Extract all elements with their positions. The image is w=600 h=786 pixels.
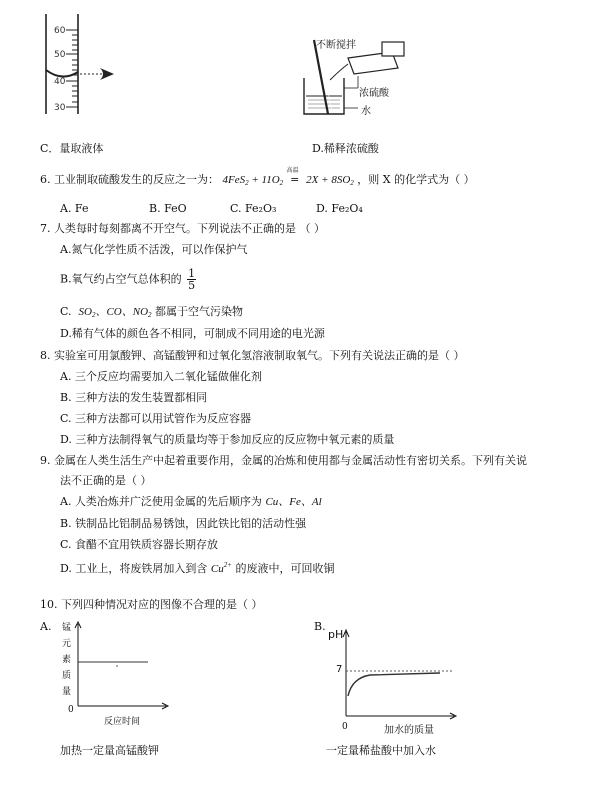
q9-option-a-text: A. 人类冶炼并广泛使用金属的先后顺序为: [60, 495, 262, 508]
q9-ion: $Cu^{2+}$: [210, 561, 232, 575]
q6-option-a[interactable]: A. Fe: [60, 202, 89, 215]
q9-stem-line2: 法不正确的是（ ）: [60, 474, 152, 487]
graph-a-label[interactable]: A.: [40, 620, 52, 633]
q6-option-d[interactable]: D. Fe₂O₄: [316, 202, 363, 215]
q9-option-d-prefix: D. 工业上，将废铁屑加入到含: [60, 562, 208, 575]
label-stir: 不断搅拌: [316, 40, 356, 51]
q9-option-a[interactable]: [60, 495, 322, 509]
q7-option-c[interactable]: C. $SO_2$、CO、$NO_2$ 都属于空气污染物: [60, 305, 244, 319]
graph-b-ylabel: pH: [328, 628, 344, 641]
q9-option-b[interactable]: B. 铁制品比铝制品易锈蚀，因此铁比铝的活动性强: [60, 517, 307, 530]
q9-metal-order: Cu、Fe、Al: [265, 496, 322, 508]
q6-condition: 高温: [286, 167, 299, 174]
graph-b-plot: [340, 628, 465, 720]
q8-option-d[interactable]: D. 三种方法制得氧气的质量均等于参加反应的反应物中氧元素的质量: [60, 433, 395, 446]
q6-prefix: 6. 工业制取硫酸发生的反应之一为：: [40, 173, 219, 186]
fraction-numerator: 1: [188, 267, 196, 280]
q8-option-b[interactable]: B. 三种方法的发生装置都相同: [60, 391, 208, 404]
q7-pollutants: $SO_2$、CO、$NO_2$: [78, 306, 152, 319]
q9-option-d-suffix: 的废液中，可回收铜: [235, 562, 335, 575]
q7-option-c-tail: 都属于空气污染物: [155, 305, 244, 318]
q9-stem-line1: 9. 金属在人类生活生产中起着重要作用，金属的冶炼和使用都与金属活动性有密切关系。下列有关说: [40, 454, 527, 467]
graph-a-xlabel: 反应时间: [104, 717, 141, 727]
q9-option-c[interactable]: C. 食醋不宜用铁质容器长期存放: [60, 538, 219, 551]
q7-option-d[interactable]: D.稀有气体的颜色各不相同，可制成不同用途的电光源: [60, 327, 325, 340]
q7-option-b[interactable]: [60, 268, 196, 291]
eye-icon: [100, 68, 114, 80]
q8-stem: 8. 实验室可用氯酸钾、高锰酸钾和过氧化氢溶液制取氧气。下列有关说法正确的是（ ）: [40, 349, 465, 362]
graph-a-caption: 加热一定量高锰酸钾: [60, 744, 159, 757]
q6-suffix: ，则 X 的化学式为（ ）: [357, 173, 475, 186]
graph-b-origin: 0: [342, 722, 348, 732]
fraction-denominator: 5: [188, 279, 196, 292]
label-water: 水: [361, 106, 371, 117]
graph-b-tick-7: 7: [336, 664, 343, 675]
graph-b-curve: [348, 673, 440, 696]
cylinder-tick-60: 60: [54, 26, 66, 36]
label-acid: 浓硫酸: [359, 88, 389, 99]
q8-option-a[interactable]: A. 三个反应均需要加入二氧化锰做催化剂: [60, 370, 262, 383]
graph-b-xlabel: 加水的质量: [384, 725, 434, 736]
q6-option-c[interactable]: C. Fe₂O₃: [230, 202, 277, 215]
q6-equation-right: $2X + 8SO_2$: [306, 174, 354, 187]
cylinder-tick-40: 40: [54, 77, 66, 87]
graph-b-caption: 一定量稀盐酸中加入水: [326, 744, 436, 757]
q7-stem: 7. 人类每时每刻都离不开空气。下列说法不正确的是 （ ）: [40, 222, 325, 235]
caption-c: C．量取液体: [40, 142, 104, 155]
graph-a-ylabel: 锰 元 素 质 量: [62, 623, 72, 697]
cylinder-tick-50: 50: [54, 50, 66, 60]
q7-option-a[interactable]: A.氮气化学性质不活泼，可以作保护气: [60, 243, 248, 256]
q6-stem: 6. 工业制取硫酸发生的反应之一为： $4FeS_2 + 11O_2$ 高温 = $2X + 8SO_2$ ，则 X 的化学式为（ ）: [40, 173, 475, 190]
q8-option-c[interactable]: C. 三种方法都可以用试管作为反应容器: [60, 412, 252, 425]
q7-fraction: [187, 268, 196, 291]
cylinder-tick-30: 30: [54, 103, 66, 113]
measuring-cylinder-figure: [30, 14, 130, 118]
q10-stem: 10. 下列四种情况对应的图像不合理的是（ ）: [40, 598, 263, 611]
q6-option-b[interactable]: B. FeO: [149, 202, 187, 215]
graph-a-origin: 0: [68, 705, 74, 715]
q6-equation-left: $4FeS_2 + 11O_2$: [222, 174, 284, 187]
caption-d: D.稀释浓硫酸: [312, 142, 379, 155]
q7-option-b-text: B.氧气约占空气总体积的: [60, 272, 182, 286]
graph-a-plot: [74, 620, 174, 710]
q9-option-d[interactable]: [60, 558, 335, 576]
graph-b-label[interactable]: B.: [314, 620, 326, 633]
